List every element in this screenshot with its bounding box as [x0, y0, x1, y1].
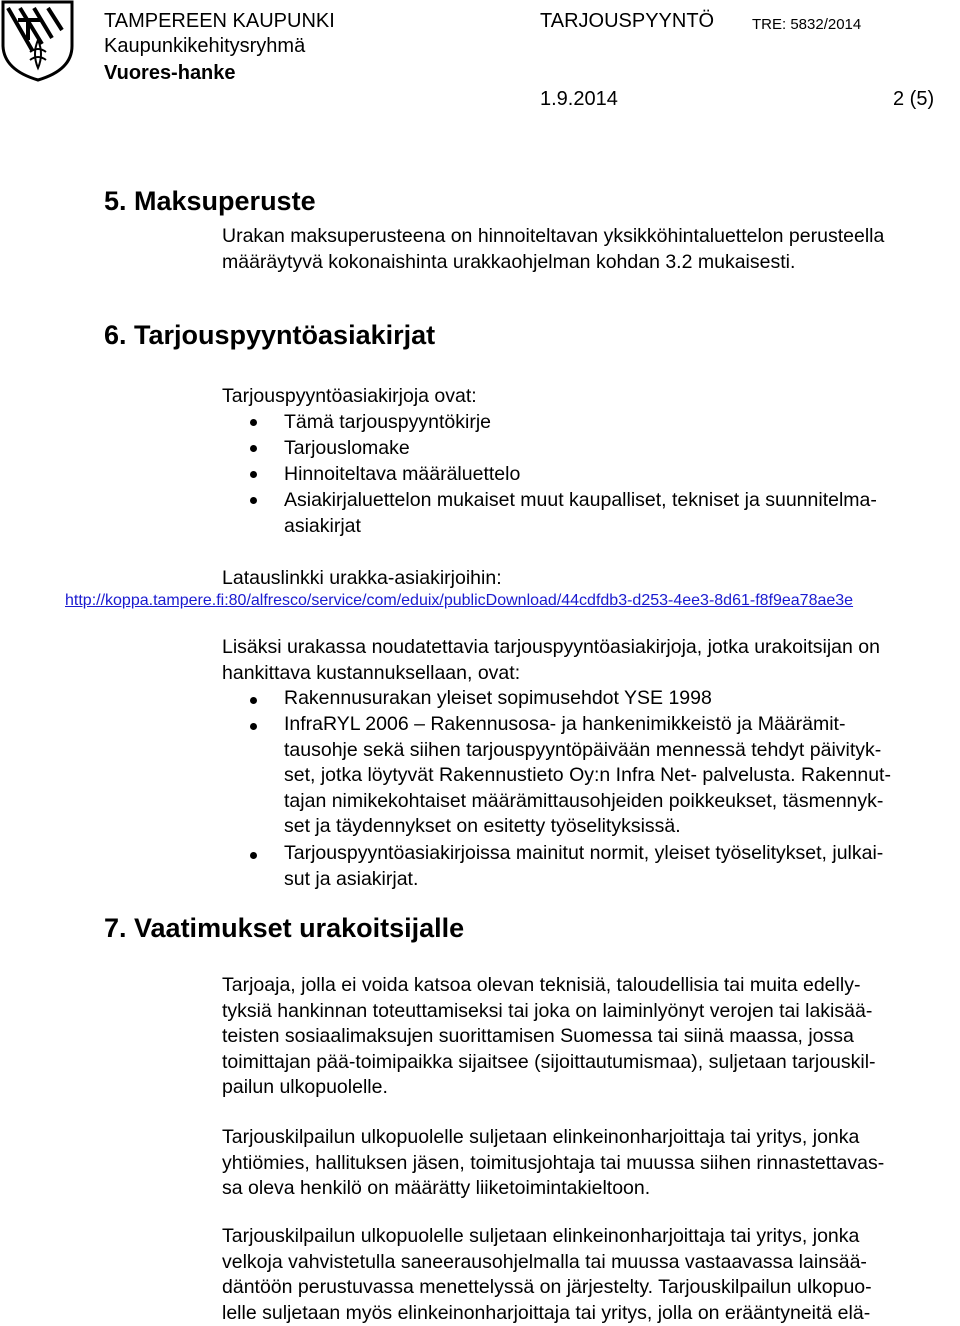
extra-documents-intro — [222, 635, 880, 686]
list-item — [284, 686, 712, 712]
list-item — [284, 841, 883, 892]
list-item-line: tausohje sekä siihen tarjouspyyntöpäivään mennessä tehdyt päivityk- — [284, 738, 891, 764]
section-5-body — [222, 224, 884, 275]
header-project: Vuores-hanke — [104, 62, 236, 84]
list-item-line: Tarjouspyyntöasiakirjoissa mainitut normit, yleiset työselitykset, julkai- — [284, 841, 883, 867]
paragraph-line: Lisäksi urakassa noudatettavia tarjouspyyntöasiakirjoja, jotka urakoitsijan on — [222, 635, 880, 661]
section-6-title: 6. Tarjouspyyntöasiakirjat — [104, 319, 435, 351]
list-item-line: set, jotka löytyvät Rakennustieto Oy:n Infra Net- palvelusta. Rakennut- — [284, 763, 891, 789]
paragraph-line: yhtiömies, hallituksen jäsen, toimitusjohtaja tai muussa siihen rinnastettavas- — [222, 1151, 884, 1177]
list-item-continuation: asiakirjat — [284, 513, 361, 539]
bullet-dot — [250, 497, 257, 504]
paragraph-line: pailun ulkopuolelle. — [222, 1075, 876, 1101]
list-item: Hinnoiteltava määräluettelo — [284, 461, 520, 487]
list-item: Tämä tarjouspyyntökirje — [284, 409, 491, 435]
section-5-line: määräytyvä kokonaishinta urakkaohjelman kohdan 3.2 mukaisesti. — [222, 250, 884, 276]
list-item — [284, 712, 891, 840]
header-unit: Kaupunkikehitysryhmä — [104, 35, 305, 57]
paragraph-line: velkoja vahvistetulla saneerausohjelmalla tai muussa vastaavassa lainsää- — [222, 1250, 872, 1276]
paragraph-line: däntöön perustuvassa menettelyssä on järjestelty. Tarjouskilpailun ulkopuo- — [222, 1275, 872, 1301]
list-item-line: tajan nimikekohtaiset määrämittausohjeiden poikkeukset, täsmennyk- — [284, 789, 891, 815]
bullet-dot — [250, 419, 257, 426]
paragraph-line: teisten sosiaalimaksujen suorittamisen Suomessa tai siinä maassa, jossa — [222, 1024, 876, 1050]
download-link-label: Latauslinkki urakka-asiakirjoihin: — [222, 565, 502, 591]
section-5-line: Urakan maksuperusteena on hinnoiteltavan yksikköhintaluettelon perusteella — [222, 224, 884, 250]
header-page-number: 2 (5) — [893, 88, 934, 110]
bullet-dot — [250, 471, 257, 478]
header-doc-type: TARJOUSPYYNTÖ — [540, 10, 714, 32]
list-item-line: Rakennusurakan yleiset sopimusehdot YSE 1998 — [284, 686, 712, 712]
list-item-line: InfraRYL 2006 – Rakennusosa- ja hankenimikkeistö ja Määrämit- — [284, 712, 891, 738]
header-org: TAMPEREEN KAUPUNKI — [104, 10, 335, 32]
bullet-dot — [250, 852, 257, 859]
paragraph-line: lelle suljetaan myös elinkeinonharjoittaja tai yritys, jolla on erääntyneitä elä- — [222, 1301, 872, 1326]
bullet-dot — [250, 445, 257, 452]
paragraph — [222, 973, 876, 1101]
list-item-line: sut ja asiakirjat. — [284, 867, 883, 893]
paragraph-line: sa oleva henkilö on määrätty liiketoimintakieltoon. — [222, 1176, 884, 1202]
paragraph-line: toimittajan pää-toimipaikka sijaitsee (sijoittautumismaa), suljetaan tarjouskil- — [222, 1050, 876, 1076]
paragraph-line: Tarjouskilpailun ulkopuolelle suljetaan elinkeinonharjoittaja tai yritys, jonka — [222, 1224, 872, 1250]
paragraph-line: hankittava kustannuksellaan, ovat: — [222, 661, 880, 687]
list-item: Asiakirjaluettelon mukaiset muut kaupalliset, tekniset ja suunnitelma- — [284, 487, 877, 513]
header-ref: TRE: 5832/2014 — [752, 14, 861, 36]
tampere-crest-logo — [0, 0, 76, 82]
header-date: 1.9.2014 — [540, 88, 618, 110]
bullet-dot — [250, 723, 257, 730]
paragraph — [222, 1125, 884, 1202]
paragraph-line: Tarjouskilpailun ulkopuolelle suljetaan elinkeinonharjoittaja tai yritys, jonka — [222, 1125, 884, 1151]
list-item: Tarjouslomake — [284, 435, 410, 461]
paragraph-line: tyksiä hankinnan toteuttamiseksi tai joka on laiminlyönyt verojen tai lakisää- — [222, 999, 876, 1025]
section-5-title: 5. Maksuperuste — [104, 185, 316, 217]
section-6-intro: Tarjouspyyntöasiakirjoja ovat: — [222, 383, 477, 409]
section-7-title: 7. Vaatimukset urakoitsijalle — [104, 912, 464, 944]
paragraph-line: Tarjoaja, jolla ei voida katsoa olevan teknisiä, taloudellisia tai muita edelly- — [222, 973, 876, 999]
download-link[interactable]: http://koppa.tampere.fi:80/alfresco/service/com/eduix/publicDownload/44cdfdb3-d253-4ee3-8d61-f8f9ea78ae3e — [65, 592, 853, 610]
list-item-line: set ja täydennykset on esitetty työselityksissä. — [284, 814, 891, 840]
paragraph — [222, 1224, 872, 1326]
bullet-dot — [250, 697, 257, 704]
